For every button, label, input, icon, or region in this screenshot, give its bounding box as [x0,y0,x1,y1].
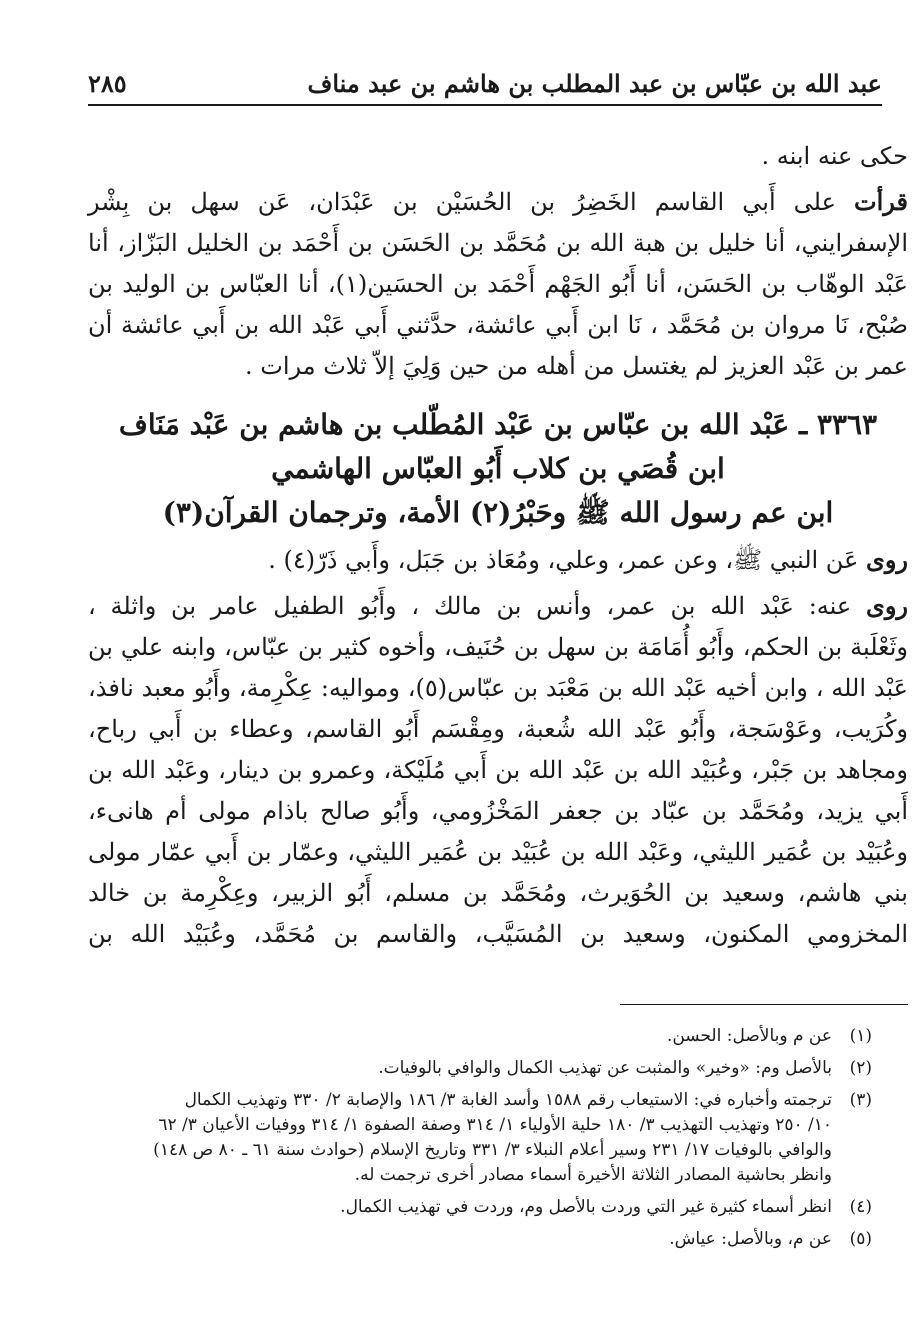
footnote-text: والوافي بالوفيات ١٧/ ٢٣١ وسير أعلام النبلاء ٣/ ٣٣١ وتاريخ الإسلام (حوادث سنة ٦١ ـ ٨٠ ص ١٤٨) [153,1140,832,1160]
entry-title-line: ابن قُصَي بن كلاب أَبُو العبّاس الهاشمي [271,452,725,485]
qirat-lead-word: قرأت [854,187,908,216]
footnote-number: (١) [849,1026,872,1046]
entry-title-line: ٣٣٦٣ ـ عَبْد الله بن عبّاس بن عَبْد المُطّلب بن هاشم بن عَبْد مَنَاف [118,408,878,441]
rawa-an-paragraph [88,539,908,581]
footnote-text: انظر أسماء كثيرة غير التي وردت بالأصل وم، وردت في تهذيب الكمال. [340,1197,832,1217]
footnote-text: ١٠/ ٢٥٠ وتهذيب التهذيب ٣/ ١٨٠ حلية الأولياء ١/ ٣١٤ وصفة الصفوة ١/ ٣١٤ ووفيات الأعيان ٣/ ٦٢ [158,1115,832,1135]
qirat-line: الإسفرايني، أنا خليل بن هبة الله بن مُحَمَّد بن الحَسَن بن أَحْمَد بن الخليل البَزّاز، أنا [88,229,908,257]
intro-line: حكى عنه ابنه . [761,142,908,170]
footnote-text: ترجمته وأخباره في: الاستيعاب رقم ١٥٨٨ وأسد الغابة ٣/ ١٨٦ والإصابة ٢/ ٣٣٠ وتهذيب الكمال [184,1090,832,1110]
qirat-line: صُبْح، نَا مروان بن مُحَمَّد ، نَا ابن أَبي عائشة، حدَّثني أَبي عَبْد الله بن أَبي عائشة أن [88,311,908,339]
rawa-anhu-paragraph [88,585,908,955]
footnote [96,1024,872,1049]
footnote-text: بالأصل وم: «وخير» والمثبت عن تهذيب الكمال والوافي بالوفيات. [378,1058,832,1078]
rawa-anhu-line: عَبْد الله ، وابن أخيه عَبْد الله بن مَعْبَد بن عبّاس(٥)، ومواليه: عِكْرِمة، وأَبُو معبد نافذ، [88,674,909,702]
footnote-number: (٣) [849,1090,872,1110]
rawa-anhu-line: وعُبَيْد بن عُمَير الليثي، وعَبْد الله بن عُبَيْد بن عُمَير الليثي، وعمّار بن أَبي عمّار مولى [88,838,908,866]
rawa-an-text: عَن النبي ﷺ، وعن عمر، وعلي، ومُعَاذ بن جَبَل، وأَبي ذَرّ(٤) . [268,546,859,574]
running-title: عبد الله بن عبّاس بن عبد المطلب بن هاشم بن عبد مناف [307,68,882,98]
footnote-text: عن م وبالأصل: الحسن. [666,1026,832,1046]
rawa-anhu-line: وثَعْلَبة بن الحكم، وأَبُو أُمَامَة بن سهل بن حُنَيف، وأخوه كثير بن عبّاس، وابنه علي بن [88,633,908,661]
page-number: ٢٨٥ [88,68,127,98]
qirat-line: عمر بن عَبْد العزيز لم يغتسل من أهله من حين وَلِيَ إلاّ ثلاث مرات . [244,352,908,380]
footnote-number: (٢) [849,1058,872,1078]
footnote-divider [620,1004,908,1005]
footnote-number: (٤) [849,1197,872,1217]
qirat-line: عَبْد الوهّاب بن الحَسَن، أنا أَبُو الجَهْم أَحْمَد بن الحسَين(١)، أنا العبّاس بن الوليد بن [88,270,908,298]
footnote [96,1088,872,1188]
footnote-text: وانظر بحاشية المصادر الثلاثة الأخيرة أسماء مصادر أخرى ترجمت له. [354,1165,832,1185]
rawa-anhu-lead-word: روى [866,591,908,620]
page-header [88,62,882,106]
rawa-anhu-line: المخزومي المكنون، وسعيد بن المُسَيَّب، والقاسم بن مُحَمَّد، وعُبَيْد الله بن [88,920,908,948]
footnote [96,1195,872,1220]
rawa-anhu-line: بني هاشم، وسعيد بن الحُوَيرث، ومُحَمَّد بن مسلم، أَبُو الزبير، وعِكْرِمة بن خالد [88,879,908,907]
footnotes [96,1024,872,1259]
rawa-anhu-line: عنه: عَبْد الله بن عمر، وأنس بن مالك ، وأَبُو الطفيل عامر بن واثلة ، [88,592,852,620]
footnote-text: عن م، وبالأصل: عياش. [669,1229,832,1249]
qirat-paragraph [88,181,908,387]
rawa-an-lead-word: روى [866,545,908,574]
rawa-anhu-line: أَبي يزيد، ومُحَمَّد بن عبّاد بن جعفر المَخْزُومي، وأَبُو صالح باذام مولى أم هانىء، [88,797,908,825]
entry-title-line: ابن عم رسول الله ﷺ وحَبْرُ(٢) الأمة، وترجمان القرآن(٣) [162,496,834,529]
main-text [88,136,908,955]
rawa-anhu-line: ومجاهد بن جَبْر، وعُبَيْد الله بن عَبْد الله بن أَبي مُلَيْكة، وعمرو بن دينار، وعَبْد الله بن [88,756,908,784]
footnote [96,1227,872,1252]
rawa-anhu-line: وكُرَيب، وعَوْسَجة، وأَبُو عَبْد الله شُعبة، ومِقْسَم أَبُو القاسم، وعطاء بن أَبي رباح، [88,715,908,743]
entry-title [88,403,908,535]
qirat-line: على أَبي القاسم الخَضِرُ بن الحُسَيْن بن عَبْدَان، عَن سهل بن بِشْر [88,188,836,216]
footnote-number: (٥) [849,1229,872,1249]
footnote [96,1056,872,1081]
